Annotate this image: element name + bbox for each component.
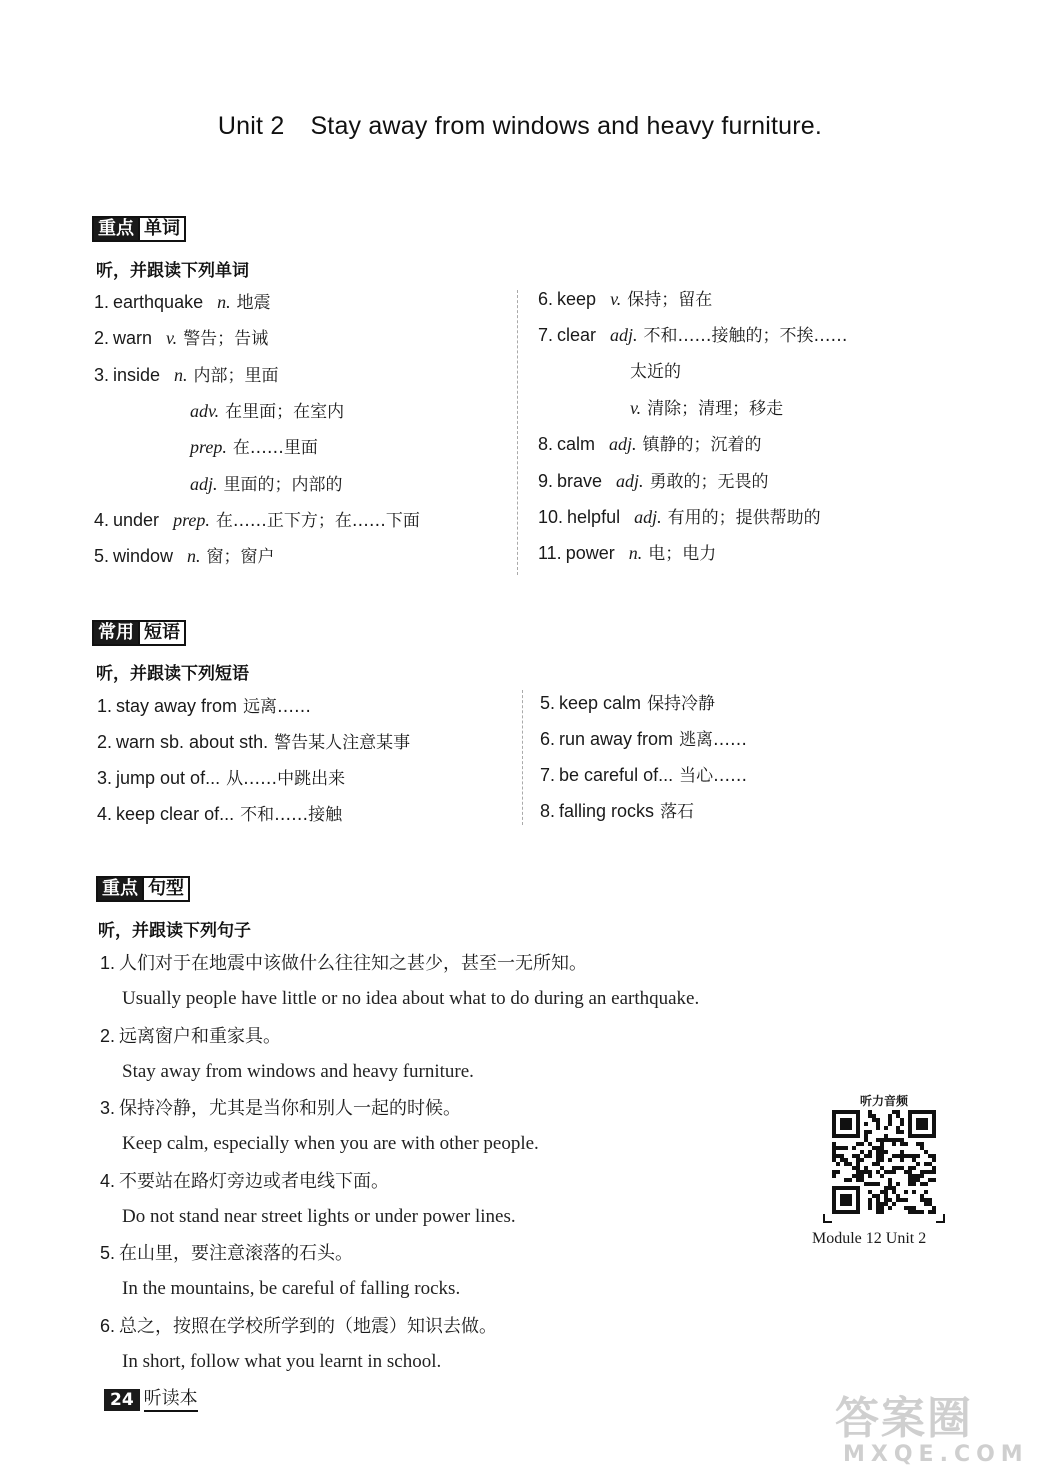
- section-badge-phrases: 常用 短语: [92, 620, 186, 646]
- phrase-chinese: 警告某人注意某事: [274, 733, 411, 753]
- word-item: [94, 363, 279, 388]
- sentence-english: Stay away from windows and heavy furniture.: [122, 1060, 474, 1082]
- sentence-number: 1.: [100, 953, 116, 973]
- sentence-chinese: [100, 950, 587, 977]
- word-number: 1.: [94, 292, 110, 312]
- phrase-chinese: 从……中跳出来: [226, 769, 346, 789]
- phrase-english: jump out of...: [116, 768, 221, 788]
- sentence-english: In the mountains, be careful of falling rocks.: [122, 1278, 461, 1299]
- word-part-of-speech: adj.: [616, 470, 644, 491]
- word-chinese: 窗；窗户: [206, 547, 275, 568]
- word-part-of-speech: v.: [610, 289, 622, 309]
- word-part-of-speech: prep.: [190, 437, 227, 458]
- sentences-instruction: 听，并跟读下列句子: [98, 921, 251, 941]
- sentence-chinese-text: 人们对于在地震中该做什么往往知之甚少，甚至一无所知。: [119, 953, 588, 974]
- word-chinese: 警告；告诫: [183, 329, 269, 350]
- word-chinese: 里面的；内部的: [223, 474, 343, 495]
- word-english: power: [565, 543, 615, 564]
- word-item: [538, 505, 821, 530]
- phrase-item: [97, 694, 311, 719]
- sentence-number: 6.: [100, 1315, 116, 1336]
- phrase-number: 8.: [540, 801, 556, 821]
- qr-module-caption: Module 12 Unit 2: [812, 1230, 927, 1247]
- word-chinese: 清除；清理；移走: [647, 398, 784, 419]
- word-chinese: 电；电力: [648, 544, 717, 565]
- phrase-english: warn sb. about sth.: [116, 732, 269, 752]
- word-chinese: 有用的；提供帮助的: [667, 507, 821, 528]
- word-number: 9.: [538, 470, 554, 491]
- word-number: 4.: [94, 509, 110, 530]
- column-divider: [517, 290, 518, 575]
- page-title: [0, 112, 1040, 141]
- word-item: [94, 326, 268, 351]
- sentence-chinese: [100, 1240, 353, 1267]
- word-chinese: 在里面；在室内: [225, 401, 345, 422]
- sentence-english: Usually people have little or no idea about what to do during an earthquake.: [122, 988, 700, 1009]
- word-part-of-speech: adj.: [610, 325, 638, 346]
- word-item: [538, 287, 712, 312]
- phrase-number: 7.: [540, 765, 556, 785]
- qr-code[interactable]: [822, 1096, 946, 1224]
- word-number: 7.: [538, 325, 554, 346]
- word-item: [538, 323, 848, 348]
- word-chinese: 在……里面: [232, 438, 318, 459]
- word-item: [94, 290, 271, 315]
- word-part-of-speech: adj.: [634, 506, 662, 527]
- sentence-chinese-text: 在山里，要注意滚落的石头。: [119, 1243, 354, 1264]
- section-badge-words: 重点 单词: [92, 216, 186, 242]
- word-item: [630, 360, 681, 384]
- word-english: window: [113, 546, 174, 567]
- word-chinese: 不和……接触的；不挨……: [643, 326, 848, 347]
- sentence-chinese: [100, 1023, 281, 1050]
- sentence-number: 3.: [100, 1098, 116, 1118]
- phrase-item: [540, 799, 694, 824]
- phrase-item: [97, 802, 342, 827]
- phrase-item: [97, 766, 345, 791]
- word-chinese: 在……正下方；在……下面: [215, 510, 420, 531]
- word-item: [538, 432, 762, 457]
- phrase-chinese: 保持冷静: [647, 694, 716, 714]
- phrase-item: [540, 727, 747, 752]
- sentence-english: In short, follow what you learnt in school.: [122, 1350, 442, 1372]
- phrase-number: 1.: [97, 696, 113, 716]
- column-divider: [522, 690, 523, 825]
- phrase-english: falling rocks: [559, 801, 655, 821]
- phrase-item: [540, 691, 715, 716]
- section-badge-sentences: 重点 句型: [96, 876, 190, 902]
- phrase-number: 3.: [97, 768, 113, 788]
- phrase-number: 5.: [540, 693, 556, 713]
- word-number: 6.: [538, 289, 554, 309]
- word-item: [630, 396, 783, 421]
- word-number: 3.: [94, 364, 110, 385]
- word-item: [190, 435, 318, 460]
- word-chinese: 勇敢的；无畏的: [649, 471, 769, 492]
- word-part-of-speech: n.: [187, 546, 201, 567]
- sentence-chinese-text: 远离窗户和重家具。: [119, 1025, 282, 1047]
- word-item: [190, 399, 344, 424]
- words-instruction: 听，并跟读下列单词: [96, 261, 249, 281]
- phrase-english: stay away from: [116, 696, 238, 716]
- word-chinese: 内部；里面: [193, 365, 279, 386]
- page-number: 24: [104, 1389, 140, 1411]
- phrases-instruction: 听，并跟读下列短语: [96, 664, 249, 684]
- word-item: [94, 508, 420, 533]
- word-english: clear: [557, 325, 597, 346]
- word-part-of-speech: n.: [217, 292, 231, 312]
- unit-title: Stay away from windows and heavy furniture.: [310, 112, 823, 140]
- sentence-english: Do not stand near street lights or under power lines.: [122, 1205, 516, 1227]
- word-number: 11.: [538, 543, 562, 564]
- sentence-number: 5.: [100, 1243, 116, 1263]
- phrase-chinese: 当心……: [679, 766, 748, 786]
- word-english: under: [113, 509, 160, 530]
- word-english: warn: [113, 328, 153, 349]
- watermark: 答案圈 MXQE.COM: [835, 1393, 1029, 1467]
- word-item: [190, 472, 343, 497]
- word-english: helpful: [567, 506, 621, 527]
- unit-label: Unit 2: [217, 112, 285, 140]
- phrase-number: 2.: [97, 732, 113, 752]
- sentence-chinese: [100, 1313, 497, 1340]
- word-chinese: 太近的: [630, 361, 681, 382]
- word-part-of-speech: adj.: [609, 434, 637, 455]
- sentence-number: 2.: [100, 1025, 116, 1046]
- phrase-english: run away from: [559, 729, 674, 749]
- sentence-chinese: [100, 1095, 461, 1122]
- word-part-of-speech: adv.: [190, 400, 220, 421]
- word-part-of-speech: adj.: [190, 473, 218, 494]
- phrase-english: keep clear of...: [116, 804, 235, 824]
- sentence-number: 4.: [100, 1170, 116, 1191]
- phrase-english: be careful of...: [559, 765, 674, 785]
- phrase-number: 6.: [540, 729, 556, 749]
- word-item: [538, 469, 769, 494]
- sentence-chinese: [100, 1168, 389, 1195]
- phrase-item: [540, 763, 747, 788]
- word-part-of-speech: n.: [174, 364, 188, 385]
- word-number: 2.: [94, 328, 110, 349]
- phrase-chinese: 逃离……: [679, 730, 748, 750]
- phrase-chinese: 落石: [660, 802, 695, 822]
- qr-icon: [822, 1096, 946, 1224]
- sentence-chinese-text: 总之，按照在学校所学到的（地震）知识去做。: [119, 1315, 498, 1337]
- sentence-chinese-text: 保持冷静，尤其是当你和别人一起的时候。: [119, 1098, 462, 1119]
- book-label: 听读本: [144, 1388, 198, 1412]
- word-number: 8.: [538, 434, 554, 455]
- word-part-of-speech: n.: [628, 543, 643, 564]
- phrase-number: 4.: [97, 804, 113, 824]
- sentence-chinese-text: 不要站在路灯旁边或者电线下面。: [119, 1170, 390, 1192]
- word-part-of-speech: prep.: [173, 509, 210, 530]
- word-chinese: 地震: [236, 293, 271, 313]
- word-english: inside: [113, 364, 161, 385]
- word-item: [94, 544, 275, 569]
- phrase-chinese: 不和……接触: [240, 805, 343, 825]
- phrase-chinese: 远离……: [243, 697, 312, 717]
- word-chinese: 保持；留在: [627, 290, 713, 310]
- page-footer: [104, 1388, 198, 1412]
- word-part-of-speech: v.: [166, 328, 178, 349]
- phrase-item: [97, 730, 410, 755]
- word-item: [538, 541, 716, 566]
- sentence-english: Keep calm, especially when you are with other people.: [122, 1133, 539, 1154]
- word-english: earthquake: [113, 292, 204, 312]
- word-part-of-speech: v.: [630, 397, 642, 418]
- qr-label: 听力音频: [822, 1092, 946, 1109]
- phrase-english: keep calm: [559, 693, 642, 713]
- word-number: 10.: [538, 506, 564, 527]
- word-number: 5.: [94, 546, 110, 567]
- word-english: brave: [557, 470, 603, 491]
- word-english: keep: [557, 289, 597, 309]
- word-english: calm: [557, 434, 596, 455]
- word-chinese: 镇静的；沉着的: [642, 435, 762, 456]
